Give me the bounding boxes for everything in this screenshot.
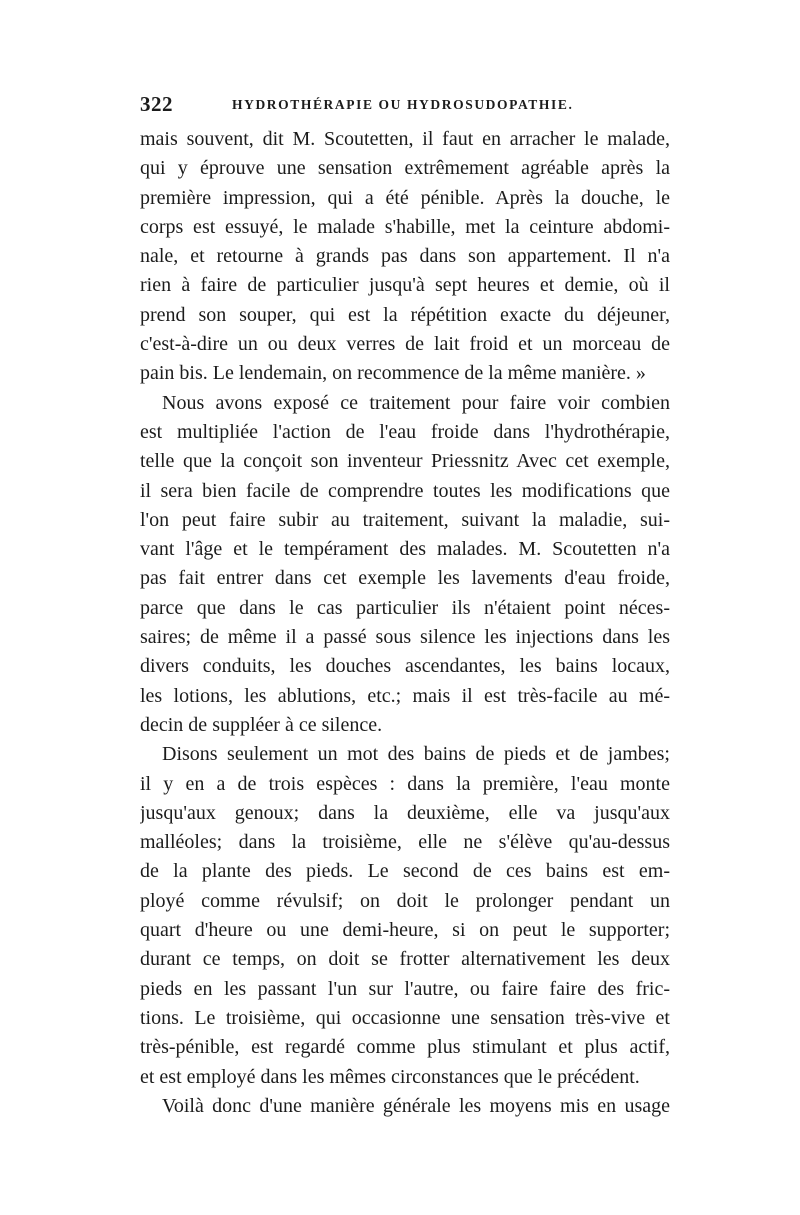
text-line: divers conduits, les douches ascendantes, les bains locaux, <box>140 655 670 678</box>
text-line: parce que dans le cas particulier ils n'étaient point néces- <box>140 596 670 619</box>
text-line: telle que la conçoit son inventeur Priessnitz Avec cet exemple, <box>140 450 670 473</box>
text-line: il sera bien facile de comprendre toutes les modifications que <box>140 479 670 502</box>
text-line: quart d'heure ou une demi-heure, si on peut le supporter; <box>140 919 670 942</box>
text-line: il y en a de trois espèces : dans la première, l'eau monte <box>140 772 670 795</box>
text-line: mais souvent, dit M. Scoutetten, il faut en arracher le malade, <box>140 128 670 150</box>
paragraph-first-line: Disons seulement un mot des bains de pieds et de jambes; <box>162 743 670 766</box>
running-title: HYDROTHÉRAPIE OU HYDROSUDOPATHIE. <box>232 97 574 112</box>
text-line: nale, et retourne à grands pas dans son appartement. Il n'a <box>140 245 670 268</box>
text-line: les lotions, les ablutions, etc.; mais il est très-facile au mé- <box>140 684 670 707</box>
text-line: est multipliée l'action de l'eau froide dans l'hydrothérapie, <box>140 420 670 443</box>
text-line: decin de suppléer à ce silence. <box>140 713 383 736</box>
text-line: et est employé dans les mêmes circonstances que le précédent. <box>140 1065 640 1088</box>
text-line: jusqu'aux genoux; dans la deuxième, elle va jusqu'aux <box>140 801 670 824</box>
text-line: qui y éprouve une sensation extrêmement agréable après la <box>140 157 670 180</box>
text-line: tions. Le troisième, qui occasionne une sensation très-vive et <box>140 1006 670 1029</box>
paragraph-first-line: Voilà donc d'une manière générale les moyens mis en usage <box>162 1094 670 1117</box>
body-text <box>140 125 670 1121</box>
paragraph-first-line: Nous avons exposé ce traitement pour faire voir combien <box>162 391 670 414</box>
text-line: prend son souper, qui est la répétition exacte du déjeuner, <box>140 303 670 326</box>
text-line: ployé comme révulsif; on doit le prolonger pendant un <box>140 889 670 912</box>
text-line: durant ce temps, on doit se frotter alternativement les deux <box>140 948 670 971</box>
text-line: corps est essuyé, le malade s'habille, met la ceinture abdomi- <box>140 215 670 238</box>
text-line: très-pénible, est regardé comme plus stimulant et plus actif, <box>140 1036 670 1059</box>
text-line: saires; de même il a passé sous silence les injections dans les <box>140 626 670 649</box>
text-line: l'on peut faire subir au traitement, suivant la maladie, sui- <box>140 508 670 531</box>
text-line: vant l'âge et le tempérament des malades. M. Scoutetten n'a <box>140 538 670 561</box>
text-line: première impression, qui a été pénible. Après la douche, le <box>140 186 670 209</box>
running-head <box>140 92 670 122</box>
text-line: rien à faire de particulier jusqu'à sept heures et demie, où il <box>140 274 670 297</box>
text-line: de la plante des pieds. Le second de ces bains est em- <box>140 860 670 883</box>
text-line: malléoles; dans la troisième, elle ne s'élève qu'au-dessus <box>140 831 670 854</box>
text-line: c'est-à-dire un ou deux verres de lait froid et un morceau de <box>140 333 670 356</box>
page-number: 322 <box>140 92 173 116</box>
text-line: pieds en les passant l'un sur l'autre, ou faire faire des fric- <box>140 977 670 1000</box>
text-line: pas fait entrer dans cet exemple les lavements d'eau froide, <box>140 567 670 590</box>
text-line: pain bis. Le lendemain, on recommence de la même manière. » <box>140 362 646 385</box>
